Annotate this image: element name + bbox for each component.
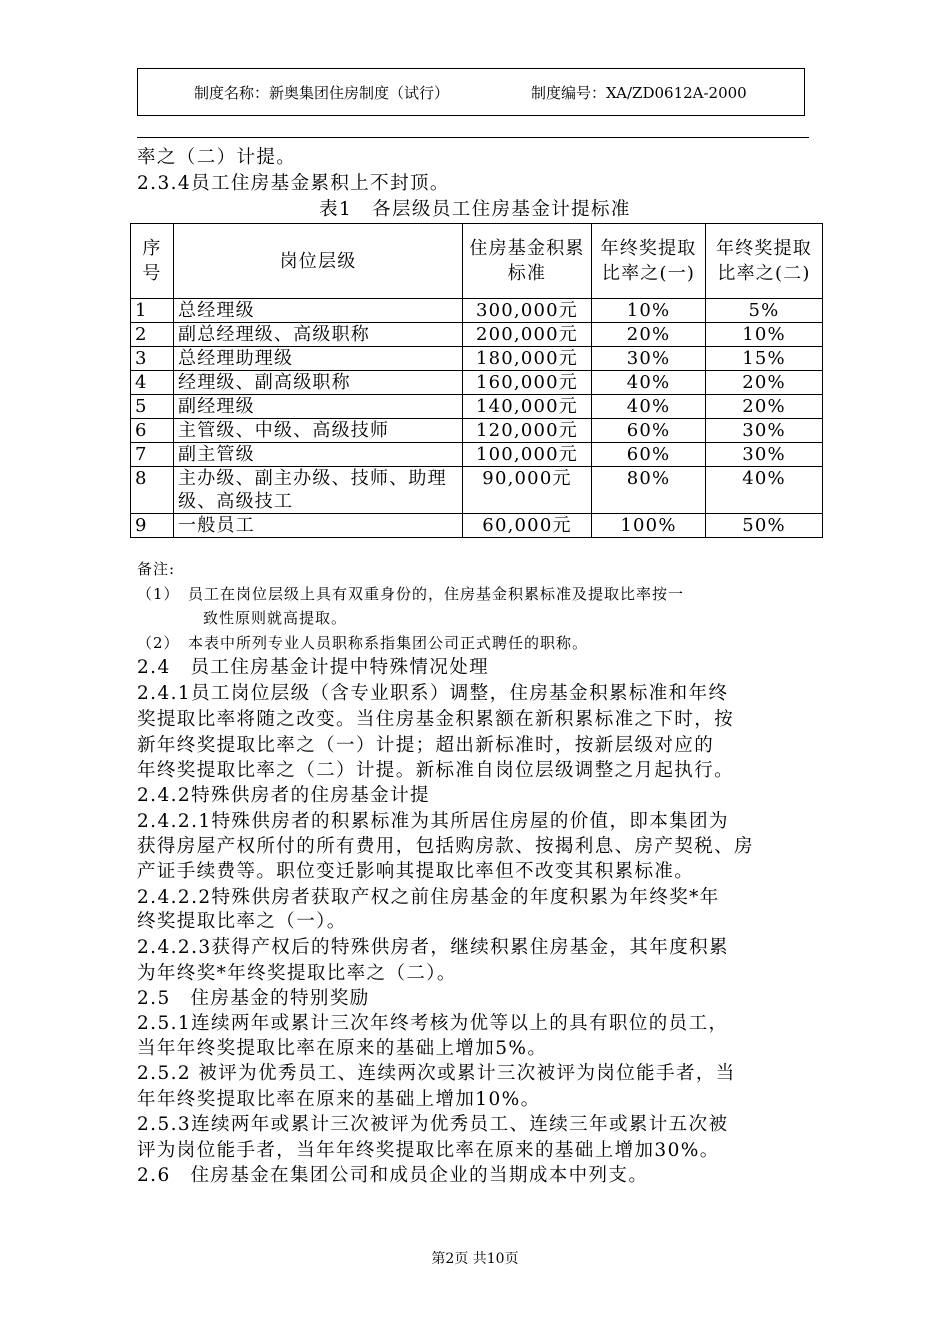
cell-std: 140,000元 bbox=[463, 395, 592, 419]
text-line: 奖提取比率将随之改变。当住房基金积累额在新积累标准之下时，按 bbox=[137, 709, 735, 730]
header-ratio-1: 年终奖提取比率之(一) bbox=[592, 224, 706, 299]
table-row bbox=[131, 467, 823, 514]
table-header-row bbox=[131, 224, 823, 299]
text-line: 2.5.2 被评为优秀员工、连续两次或累计三次被评为岗位能手者，当 bbox=[137, 1063, 736, 1084]
document-number: 制度编号：XA/ZD0612A-2000 bbox=[531, 83, 747, 102]
cell-no: 8 bbox=[131, 467, 174, 514]
cell-no: 1 bbox=[131, 299, 174, 323]
table-row bbox=[131, 419, 823, 443]
cell-ratio-1: 10% bbox=[592, 299, 706, 323]
header-box bbox=[137, 68, 805, 116]
cell-ratio-1: 40% bbox=[592, 371, 706, 395]
cell-std: 300,000元 bbox=[463, 299, 592, 323]
cell-no: 5 bbox=[131, 395, 174, 419]
table-row bbox=[131, 347, 823, 371]
cell-ratio-1: 60% bbox=[592, 443, 706, 467]
header-ratio-2: 年终奖提取比率之(二) bbox=[706, 224, 823, 299]
cell-ratio-2: 10% bbox=[706, 323, 823, 347]
table-row bbox=[131, 514, 823, 538]
table-row bbox=[131, 395, 823, 419]
cell-std: 120,000元 bbox=[463, 419, 592, 443]
cell-ratio-2: 50% bbox=[706, 514, 823, 538]
text-line: 新年终奖提取比率之（一）计提；超出新标准时，按新层级对应的 bbox=[137, 735, 715, 756]
cell-ratio-1: 60% bbox=[592, 419, 706, 443]
table-row bbox=[131, 323, 823, 347]
header-std: 住房基金积累标准 bbox=[463, 224, 592, 299]
text-line: 2.3.4员工住房基金累积上不封顶。 bbox=[137, 173, 450, 194]
cell-no: 2 bbox=[131, 323, 174, 347]
cell-ratio-1: 40% bbox=[592, 395, 706, 419]
header-divider bbox=[137, 137, 809, 138]
cell-ratio-2: 30% bbox=[706, 443, 823, 467]
cell-ratio-2: 20% bbox=[706, 395, 823, 419]
housing-fund-table bbox=[130, 223, 823, 538]
cell-ratio-2: 15% bbox=[706, 347, 823, 371]
cell-ratio-1: 20% bbox=[592, 323, 706, 347]
cell-ratio-1: 80% bbox=[592, 467, 706, 514]
table-row bbox=[131, 299, 823, 323]
cell-ratio-1: 100% bbox=[592, 514, 706, 538]
cell-level: 副总经理级、高级职称 bbox=[174, 323, 463, 347]
text-line: 2.4.2.3获得产权后的特殊供房者，继续积累住房基金，其年度积累 bbox=[137, 937, 729, 958]
text-line: 2.4 员工住房基金计提中特殊情况处理 bbox=[137, 657, 490, 678]
cell-std: 200,000元 bbox=[463, 323, 592, 347]
document-name: 制度名称：新奥集团住房制度（试行） bbox=[194, 83, 450, 102]
notes-title: 备注: bbox=[137, 560, 176, 578]
cell-no: 9 bbox=[131, 514, 174, 538]
page-number: 第2页 共10页 bbox=[431, 1251, 519, 1267]
cell-std: 100,000元 bbox=[463, 443, 592, 467]
text-line: 年年终奖提取比率在原来的基础上增加10%。 bbox=[137, 1089, 541, 1110]
text-line: 2.5.1连续两年或累计三次年终考核为优等以上的具有职位的员工， bbox=[137, 1013, 729, 1034]
cell-ratio-2: 20% bbox=[706, 371, 823, 395]
note-2: （2） 本表中所列专业人员职称系指集团公司正式聘任的职称。 bbox=[137, 634, 589, 652]
text-line: 率之（二）计提。 bbox=[137, 147, 297, 168]
text-line: 2.4.2.2特殊供房者获取产权之前住房基金的年度积累为年终奖*年 bbox=[137, 887, 720, 908]
cell-level: 一般员工 bbox=[174, 514, 463, 538]
text-line: 2.6 住房基金在集团公司和成员企业的当期成本中列支。 bbox=[137, 1165, 649, 1186]
cell-level: 总经理助理级 bbox=[174, 347, 463, 371]
note-1-line-1: （1） 员工在岗位层级上具有双重身份的，住房基金积累标准及提取比率按一 bbox=[137, 585, 685, 603]
cell-std: 60,000元 bbox=[463, 514, 592, 538]
text-line: 2.4.2.1特殊供房者的积累标准为其所居住房屋的价值，即本集团为 bbox=[137, 811, 729, 832]
cell-no: 7 bbox=[131, 443, 174, 467]
text-line: 获得房屋产权所付的所有费用，包括购房款、按揭利息、房产契税、房 bbox=[137, 836, 754, 857]
header-no: 序号 bbox=[131, 224, 174, 299]
cell-std: 160,000元 bbox=[463, 371, 592, 395]
cell-ratio-1: 30% bbox=[592, 347, 706, 371]
cell-ratio-2: 40% bbox=[706, 467, 823, 514]
text-line: 2.4.1员工岗位层级（含专业职系）调整，住房基金积累标准和年终 bbox=[137, 683, 729, 704]
cell-level: 经理级、副高级职称 bbox=[174, 371, 463, 395]
text-line: 评为岗位能手者，当年年终奖提取比率在原来的基础上增加30%。 bbox=[137, 1140, 720, 1161]
cell-std: 90,000元 bbox=[463, 467, 592, 514]
cell-ratio-2: 5% bbox=[706, 299, 823, 323]
cell-level: 主办级、副主办级、技师、助理级、高级技工 bbox=[174, 467, 463, 514]
header-level: 岗位层级 bbox=[174, 224, 463, 299]
table-row bbox=[131, 443, 823, 467]
text-line: 为年终奖*年终奖提取比率之（二）。 bbox=[137, 963, 457, 984]
text-line: 年终奖提取比率之（二）计提。新标准自岗位层级调整之月起执行。 bbox=[137, 760, 735, 781]
cell-level: 总经理级 bbox=[174, 299, 463, 323]
text-line: 当年年终奖提取比率在原来的基础上增加5%。 bbox=[137, 1038, 548, 1059]
text-line: 2.5 住房基金的特别奖励 bbox=[137, 988, 370, 1009]
text-line: 2.4.2特殊供房者的住房基金计提 bbox=[137, 785, 430, 806]
cell-no: 6 bbox=[131, 419, 174, 443]
cell-no: 3 bbox=[131, 347, 174, 371]
text-line: 终奖提取比率之（一）。 bbox=[137, 911, 347, 932]
text-line: 产证手续费等。职位变迁影响其提取比率但不改变其积累标准。 bbox=[137, 861, 695, 882]
note-1-line-2: 致性原则就高提取。 bbox=[203, 609, 348, 627]
cell-level: 副经理级 bbox=[174, 395, 463, 419]
cell-ratio-2: 30% bbox=[706, 419, 823, 443]
table-caption: 表1 各层级员工住房基金计提标准 bbox=[319, 199, 631, 220]
table-row bbox=[131, 371, 823, 395]
cell-level: 主管级、中级、高级技师 bbox=[174, 419, 463, 443]
cell-std: 180,000元 bbox=[463, 347, 592, 371]
text-line: 2.5.3连续两年或累计三次被评为优秀员工、连续三年或累计五次被 bbox=[137, 1114, 729, 1135]
cell-level: 副主管级 bbox=[174, 443, 463, 467]
cell-no: 4 bbox=[131, 371, 174, 395]
